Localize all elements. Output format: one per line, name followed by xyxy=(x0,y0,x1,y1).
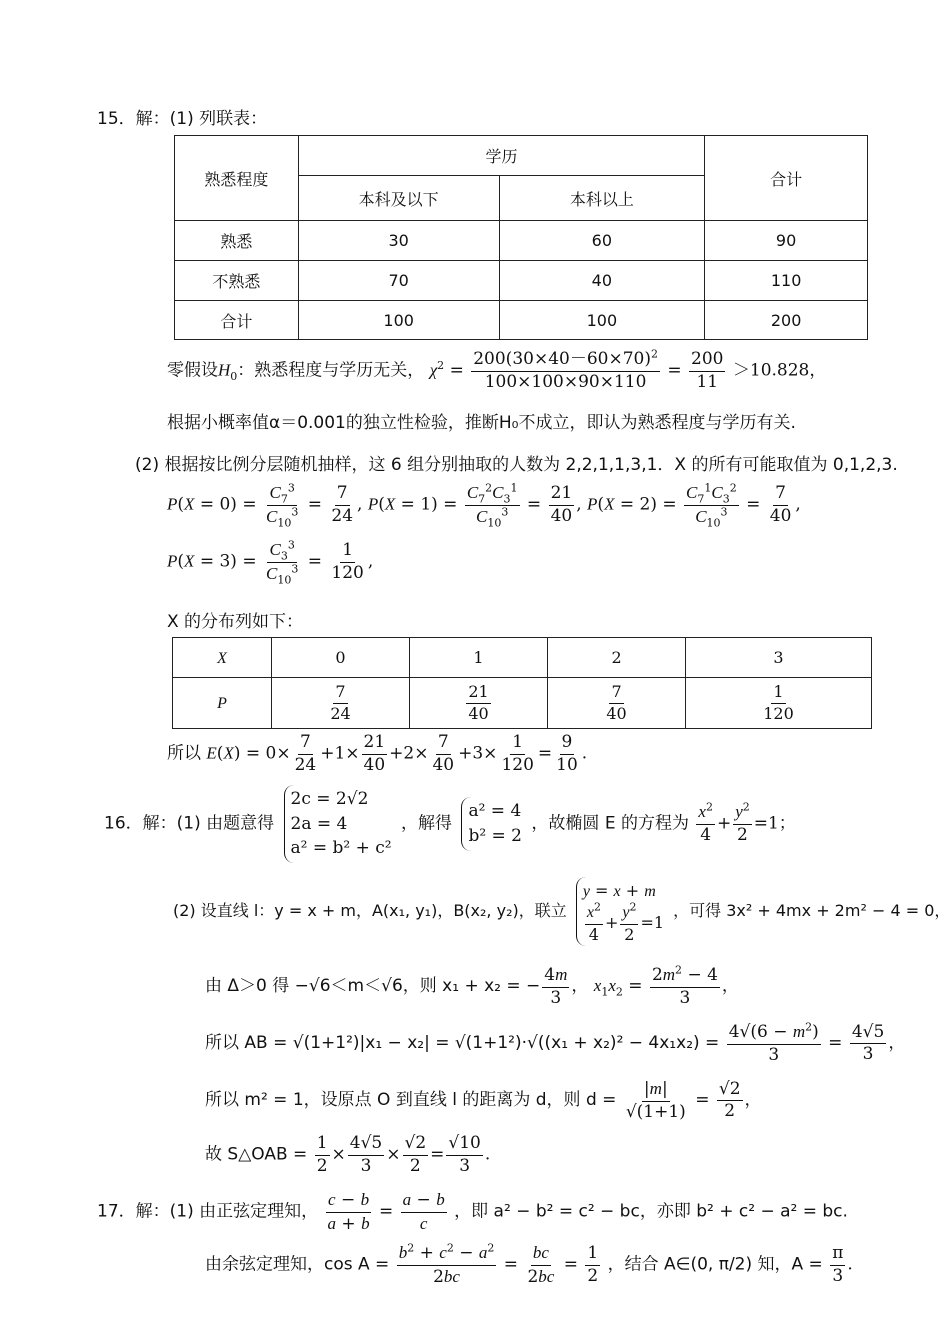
chord-length-line: 所以 AB = √(1+1²)|x₁ − x₂| = √(1+1²)·√((x₁ + x₂)² − 4x₁x₂) = $\frac{4√(6 - m^2)}{3}$ = $\frac{4√5}{3}$ ， xyxy=(205,1020,906,1065)
chi-result: $\frac{200}{11}$ xyxy=(691,349,724,392)
row-label: 熟悉 xyxy=(175,221,299,261)
q17-heading: 17．解：(1) 由正弦定理知， xyxy=(97,1201,319,1222)
chi-fraction: $\frac{200(30\times 40-60\times 70)^2}{100\times 100\times 90\times 110}$ xyxy=(473,347,658,392)
probability-line-1: P(X = 0) = $\frac{C_7^3}{C_{10}^3}$ = $\frac{7}{24}$ , P(X = 1) = $\frac{C_7^2C_3^1}{C_{10}^3}$ = $\frac{21}{40}$ , P(X = 2) = $\frac{C_7^1C_3^2}{C_{10}^3}$ = $\frac{7}{40}$ , xyxy=(167,481,801,529)
table-row xyxy=(175,261,868,301)
hypothesis-text: ：熟悉程度与学历无关， xyxy=(237,360,425,381)
q17-part1: 17．解：(1) 由正弦定理知， $\frac{c - b}{a + b}$ = $\frac{a - b}{c}$ ，即 a² − b² = c² − bc，亦即 b² + c² − a² = bc. xyxy=(97,1190,848,1234)
cell: 40 xyxy=(499,261,705,301)
x-label: X xyxy=(217,649,227,667)
line-ellipse-system: y = x + m $\frac{x^2}{4}$ + $\frac{y^2}{2}$ =1 xyxy=(576,877,664,946)
cosine-line: 由余弦定理知，cos A = $\frac{b^2 + c^2 - a^2}{2bc}$ = $\frac{bc}{2bc}$ = $\frac{1}{2}$ ，结合 A∈(0, π/2) 知，A = $\frac{\pi}{3}$ . xyxy=(205,1241,853,1287)
independence-conclusion: 根据小概率值α＝0.001的独立性检验，推断H₀不成立，即认为熟悉程度与学历有关. xyxy=(167,413,796,433)
x-value: 3 xyxy=(686,638,872,678)
p-value: $\frac{1}{120}$ xyxy=(686,678,872,729)
q16-heading: 16．解：(1) 由题意得 xyxy=(104,813,275,834)
probability-line-2: P(X = 3) = $\frac{C_3^3}{C_{10}^3}$ = $\frac{1}{120}$ , xyxy=(167,538,374,586)
p-value: $\frac{21}{40}$ xyxy=(410,678,548,729)
cell: 100 xyxy=(499,301,705,340)
col-header-2: 本科以上 xyxy=(499,176,705,221)
cell: 200 xyxy=(705,301,868,340)
cell: 90 xyxy=(705,221,868,261)
system-solution: a² = 4 b² = 2 xyxy=(461,797,522,850)
x-value: 1 xyxy=(410,638,548,678)
col-header-1: 本科及以下 xyxy=(298,176,499,221)
chi-threshold: ＞10.828， xyxy=(732,360,827,381)
distribution-table xyxy=(172,637,872,729)
p-label: P xyxy=(217,695,227,712)
table-row xyxy=(175,301,868,340)
hypothesis-label: 零假设 xyxy=(167,360,218,381)
distance-line: 所以 m² = 1，设原点 O 到直线 l 的距离为 d，则 d = $\frac{|m|}{√(1+1)}$ = $\frac{√2}{2}$ ， xyxy=(205,1078,762,1122)
q16-part1: 16．解：(1) 由题意得 2c = 2√2 2a = 4 a² = b² + c² ，解得 a² = 4 b² = 2 ，故椭圆 E 的方程为 $\frac{x^2}{4}$ + $\frac{y^2}{2}$ =1； xyxy=(104,785,796,863)
cell: 70 xyxy=(298,261,499,301)
cell: 30 xyxy=(298,221,499,261)
cell: 110 xyxy=(705,261,868,301)
x-value: 0 xyxy=(272,638,410,678)
cell: 100 xyxy=(298,301,499,340)
p-value: $\frac{7}{24}$ xyxy=(272,678,410,729)
row-label: 合计 xyxy=(175,301,299,340)
row-label: 不熟悉 xyxy=(175,261,299,301)
p-value: $\frac{7}{40}$ xyxy=(548,678,686,729)
contingency-table xyxy=(174,135,868,340)
expectation-line: 所以 E(X) = 0× $\frac{7}{24}$ +1× $\frac{21}{40}$ +2× $\frac{7}{40}$ +3× $\frac{1}{120}$ = $\frac{9}{10}$ . xyxy=(167,732,588,775)
distribution-title: X 的分布列如下： xyxy=(167,612,304,632)
q16-part2: (2) 设直线 l：y = x + m，A(x₁, y₁)，B(x₂, y₂)，联立 y = x + m $\frac{x^2}{4}$ + $\frac{y^2}{2}$ =1 ，可得 3x² + 4mx + 2m² − 4 = 0， xyxy=(173,877,950,946)
chi-square-line: 零假设$H_0$：熟悉程度与学历无关， $\chi^2$ = $\frac{200(30\times 40-60\times 70)^2}{100\times 100\times 90\times 110}$ = $\frac{200}{11}$ ＞10.828， xyxy=(167,347,827,392)
education-header: 学历 xyxy=(298,136,704,176)
table-row xyxy=(175,221,868,261)
cell: 60 xyxy=(499,221,705,261)
q15-part2: (2) 根据按比例分层随机抽样，这 6 组分别抽取的人数为 2,2,1,1,3,1．X 的所有可能取值为 0,1,2,3. xyxy=(135,455,898,475)
discriminant-line: 由 Δ＞0 得 −√6＜m＜√6，则 x₁ + x₂ = − $\frac{4m}{3}$ ， $x_1x_2$ = $\frac{2m^2 - 4}{3}$ ， xyxy=(205,963,739,1008)
x-value: 2 xyxy=(548,638,686,678)
area-line: 故 S△OAB = $\frac{1}{2}$ × $\frac{4√5}{3}$ × $\frac{√2}{2}$ = $\frac{√10}{3}$ . xyxy=(205,1133,491,1176)
q15-heading: 15．解：(1) 列联表： xyxy=(97,109,268,129)
system-given: 2c = 2√2 2a = 4 a² = b² + c² xyxy=(284,785,392,863)
corner-header: 熟悉程度 xyxy=(175,136,299,221)
total-header: 合计 xyxy=(705,136,868,221)
